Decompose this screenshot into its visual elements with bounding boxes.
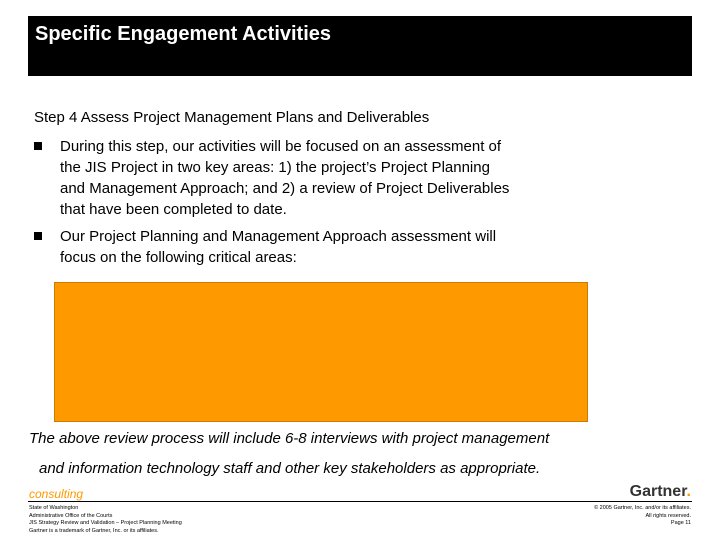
bullet-line: that have been completed to date.: [60, 201, 287, 218]
footer-divider: [28, 501, 692, 502]
title-bar: [28, 16, 692, 76]
logo-dot: .: [686, 483, 691, 500]
step-heading: Step 4 Assess Project Management Plans and Deliverables: [34, 109, 430, 126]
bullet-line: and Management Approach; and 2) a review of Project Deliverables: [60, 180, 510, 197]
gartner-logo: [630, 483, 691, 501]
footer-line: Gartner is a trademark of Gartner, Inc. or its affiliates.: [29, 527, 159, 534]
footer-left-info: [29, 505, 182, 535]
footer-right-info: [594, 505, 691, 528]
review-note: [29, 424, 549, 484]
slide-title: Specific Engagement Activities: [35, 23, 332, 45]
rights-text: All rights reserved.: [645, 512, 691, 519]
footer-line: State of Washington: [29, 505, 79, 511]
note-line: The above review process will include 6‑8 interviews with project management: [29, 430, 550, 447]
footer-line: Administrative Office of the Courts: [29, 512, 113, 519]
logo-text: Gartner: [629, 483, 687, 500]
bullet-text: [60, 226, 620, 268]
bullet-line: Our Project Planning and Management Approach assessment will: [60, 228, 497, 245]
critical-areas-box: [54, 282, 588, 422]
copyright-text: © 2005 Gartner, Inc. and/or its affiliates.: [594, 505, 691, 511]
note-line: and information technology staff and other key stakeholders as appropriate.: [39, 460, 541, 477]
page-number: Page 11: [670, 520, 691, 526]
footer-line: JIS Strategy Review and Validation – Project Planning Meeting: [29, 520, 182, 526]
consulting-label: consulting: [29, 487, 84, 501]
bullet-line: During this step, our activities will be focused on an assessment of: [60, 138, 502, 155]
bullet-square-icon: [34, 142, 42, 150]
bullet-text: [60, 136, 620, 220]
bullet-line: the JIS Project in two key areas: 1) the project’s Project Planning: [60, 159, 490, 176]
bullet-square-icon: [34, 232, 42, 240]
bullet-line: focus on the following critical areas:: [60, 249, 297, 266]
